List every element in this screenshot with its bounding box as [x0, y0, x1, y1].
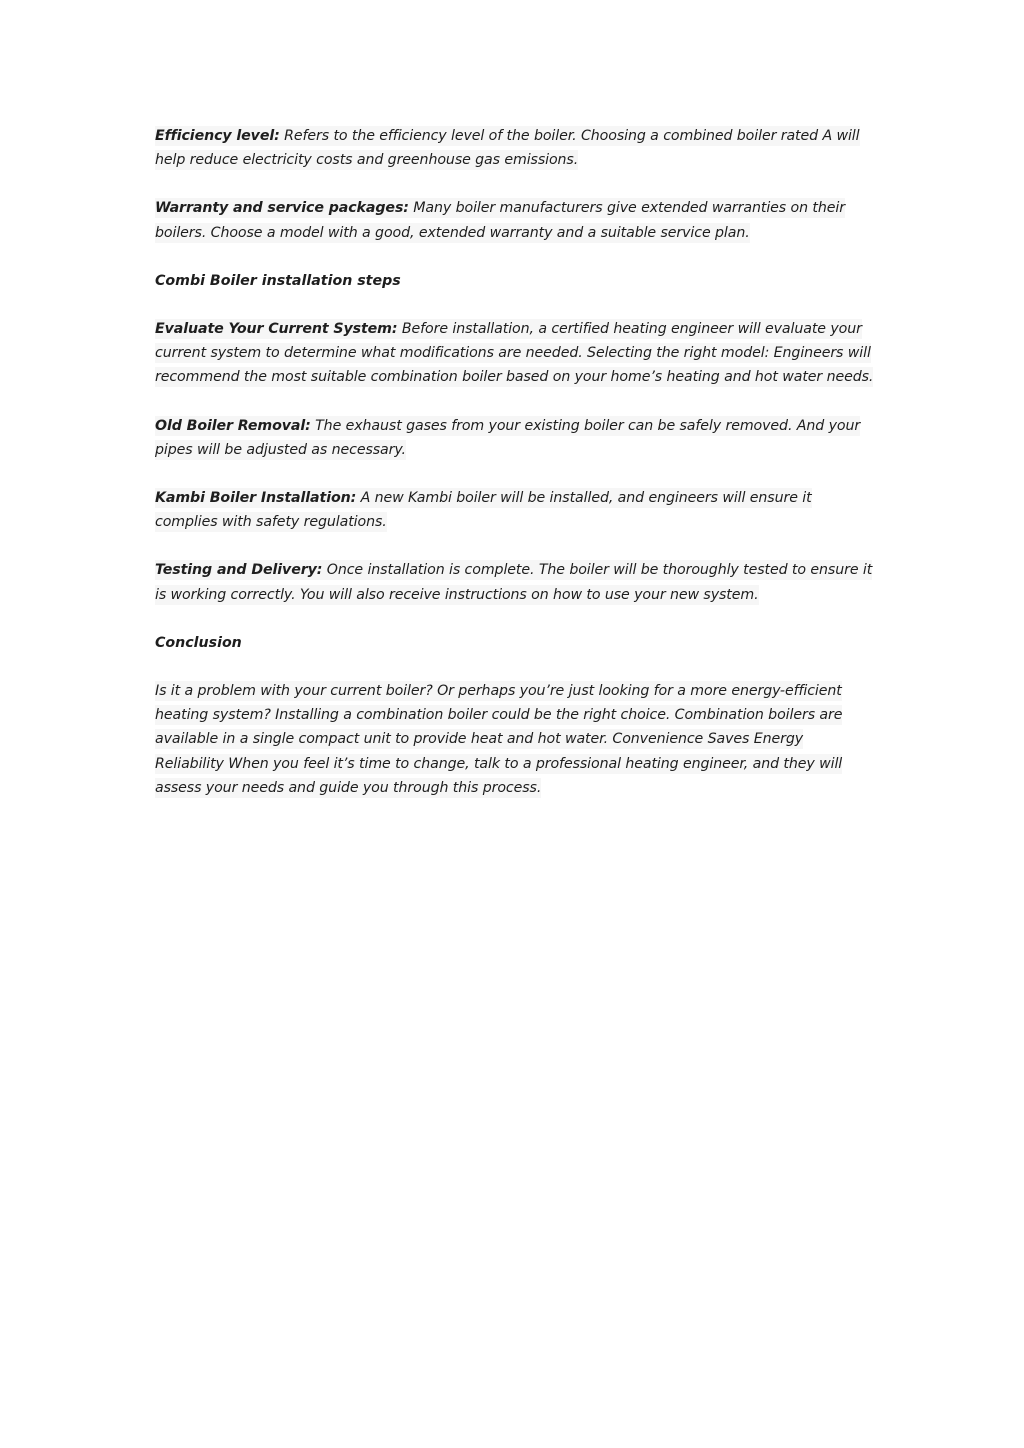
- testing-text: Once installation is complete. The boiler will be thoroughly tested to ensure it is working correctly. You will also receive instructions on how to use your new system.: [155, 562, 873, 603]
- evaluate-text: Before installation, a certified heating engineer will evaluate your current system to determine what modifications are needed. Selecting the right model: Engineers will recommend the most suitable combination boiler based on your home’s heating and hot water needs.: [155, 321, 874, 386]
- efficiency-text: Refers to the efficiency level of the boiler. Choosing a combined boiler rated A will help reduce electricity costs and greenhouse gas emissions.: [155, 128, 860, 169]
- testing-paragraph: [155, 558, 875, 606]
- efficiency-term: Efficiency level:: [155, 128, 280, 144]
- efficiency-paragraph: [155, 124, 875, 172]
- warranty-text: Many boiler manufacturers give extended warranties on their boilers. Choose a model with a good, extended warranty and a suitable service plan.: [155, 200, 845, 241]
- conclusion-paragraph: [155, 679, 875, 800]
- evaluate-paragraph: [155, 317, 875, 390]
- removal-term: Old Boiler Removal:: [155, 417, 311, 434]
- removal-paragraph: [155, 414, 875, 462]
- warranty-paragraph: [155, 196, 875, 244]
- installation-term: Kambi Boiler Installation:: [155, 490, 357, 507]
- document-page: [155, 124, 875, 824]
- installation-text: A new Kambi boiler will be installed, and engineers will ensure it complies with safety regulations.: [155, 490, 812, 531]
- removal-text: The exhaust gases from your existing boiler can be safely removed. And your pipes will be adjusted as necessary.: [155, 417, 861, 458]
- installation-paragraph: [155, 486, 875, 534]
- testing-term: Testing and Delivery:: [155, 562, 323, 579]
- evaluate-term: Evaluate Your Current System:: [155, 321, 398, 338]
- warranty-term: Warranty and service packages:: [155, 200, 409, 217]
- steps-heading: Combi Boiler installation steps: [155, 272, 401, 289]
- conclusion-text: Is it a problem with your current boiler? Or perhaps you’re just looking for a more energy-efficient heating system? Installing a combination boiler could be the right choice. Combination boilers are available in a single compact unit to provide heat and hot water. Convenience Saves Energy Reliability When you feel it’s time to change, talk to a professional heating engineer, and they will assess your needs and guide you through this process.: [155, 683, 843, 796]
- conclusion-heading: Conclusion: [155, 634, 242, 651]
